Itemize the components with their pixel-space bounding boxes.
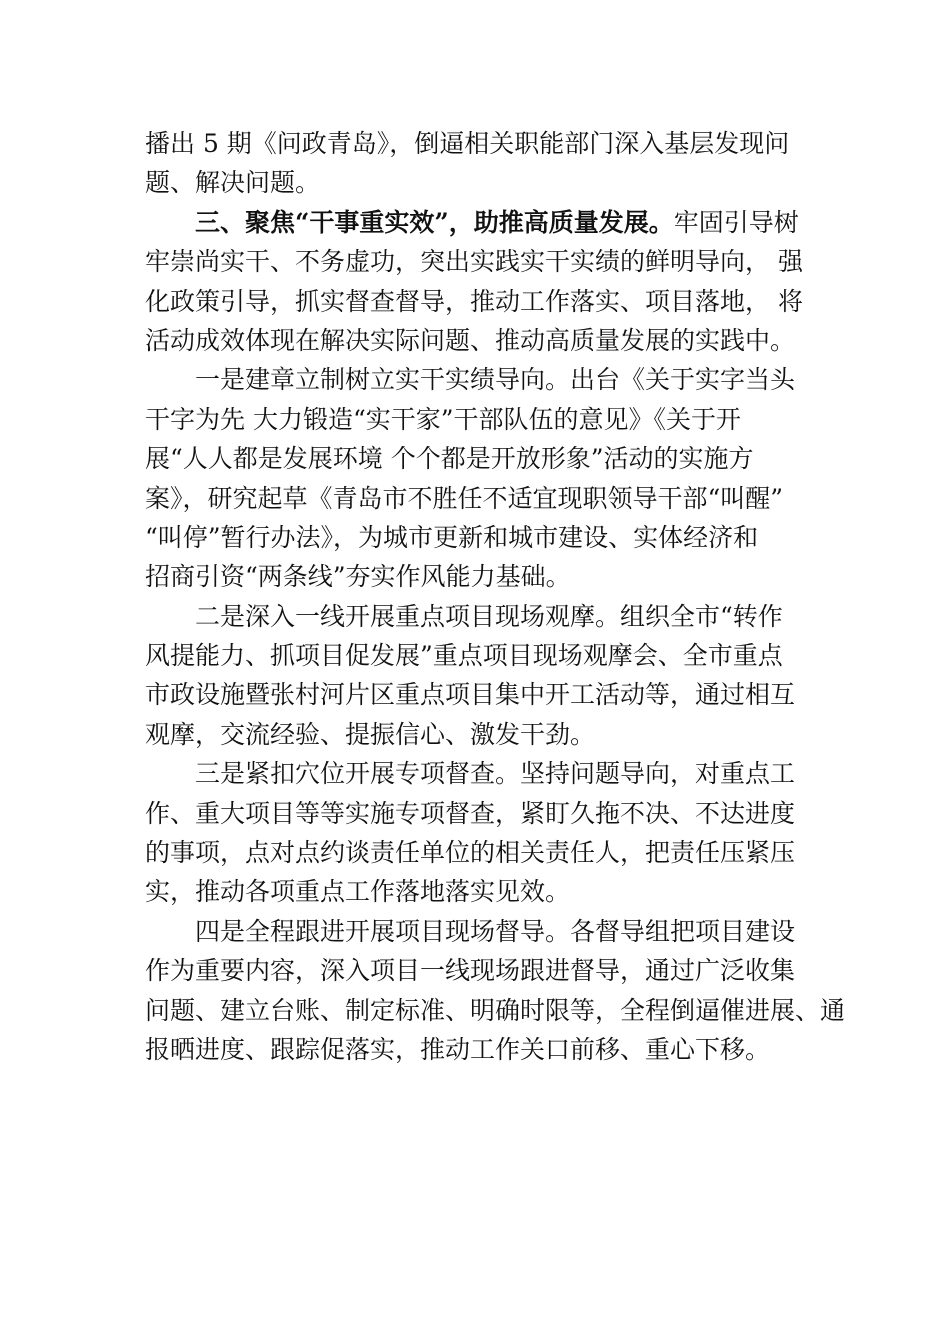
paragraph-6 (145, 912, 846, 1070)
paragraph-line: 展“人人都是发展环境 个个都是开放形象”活动的实施方 (145, 444, 754, 474)
paragraph-line: 活动成效体现在解决实际问题、推动高质量发展的实践中。 (145, 325, 796, 355)
section-heading: 三、聚焦“干事重实效”，助推高质量发展。 (195, 207, 674, 237)
paragraph-line: 作为重要内容，深入项目一线现场跟进督导，通过广泛收集 (145, 956, 796, 986)
heading-continuation: 牢固引导树 (673, 207, 799, 237)
paragraph-line: 四是全程跟进开展项目现场督导。各督导组把项目建设 (195, 916, 796, 946)
paragraph-line: 题、解决问题。 (145, 168, 321, 198)
paragraph-line: 干字为先 大力锻造“实干家”干部队伍的意见》《关于开 (145, 404, 742, 434)
paragraph-line: 的事项，点对点约谈责任单位的相关责任人，把责任压紧压 (145, 838, 796, 868)
document-body (145, 124, 846, 1069)
paragraph-line: 风提能力、抓项目促发展”重点项目现场观摩会、全市重点 (145, 641, 783, 671)
paragraph-line: 问题、建立台账、制定标准、明确时限等，全程倒逼催进展、通 (145, 995, 846, 1025)
paragraph-5 (145, 754, 835, 912)
paragraph-line: 观摩，交流经验、提振信心、激发干劲。 (145, 719, 596, 749)
paragraph-2 (145, 203, 835, 361)
paragraph-line: 招商引资“两条线”夯实作风能力基础。 (145, 562, 571, 592)
paragraph-line: 三是紧扣穴位开展专项督查。坚持问题导向，对重点工 (195, 759, 796, 789)
paragraph-line: “叫停”暂行办法》，为城市更新和城市建设、实体经济和 (145, 522, 759, 552)
paragraph-line: 市政设施暨张村河片区重点项目集中开工活动等，通过相互 (145, 680, 796, 710)
paragraph-line: 案》，研究起草《青岛市不胜任不适宜现职领导干部“叫醒” (145, 483, 784, 513)
paragraph-4 (145, 597, 835, 755)
paragraph-line: 播出 5 期《问政青岛》，倒逼相关职能部门深入基层发现问 (145, 129, 790, 158)
paragraph-line: 二是深入一线开展重点项目现场观摩。组织全市“转作 (195, 601, 783, 631)
paragraph-line: 实，推动各项重点工作落地落实见效。 (145, 877, 571, 907)
paragraph-first-line (145, 203, 835, 242)
paragraph-line: 化政策引导，抓实督查督导，推动工作落实、项目落地， 将 (145, 286, 803, 316)
paragraph-line: 作、重大项目等等实施专项督查，紧盯久拖不决、不达进度 (145, 798, 796, 828)
paragraph-line: 牢崇尚实干、不务虚功，突出实践实干实绩的鲜明导向， 强 (145, 247, 803, 277)
paragraph-line: 报晒进度、跟踪促落实，推动工作关口前移、重心下移。 (145, 1034, 771, 1064)
paragraph-3 (145, 360, 835, 596)
paragraph-line: 一是建章立制树立实干实绩导向。出台《关于实字当头 (195, 365, 796, 395)
paragraph-1 (145, 124, 835, 203)
